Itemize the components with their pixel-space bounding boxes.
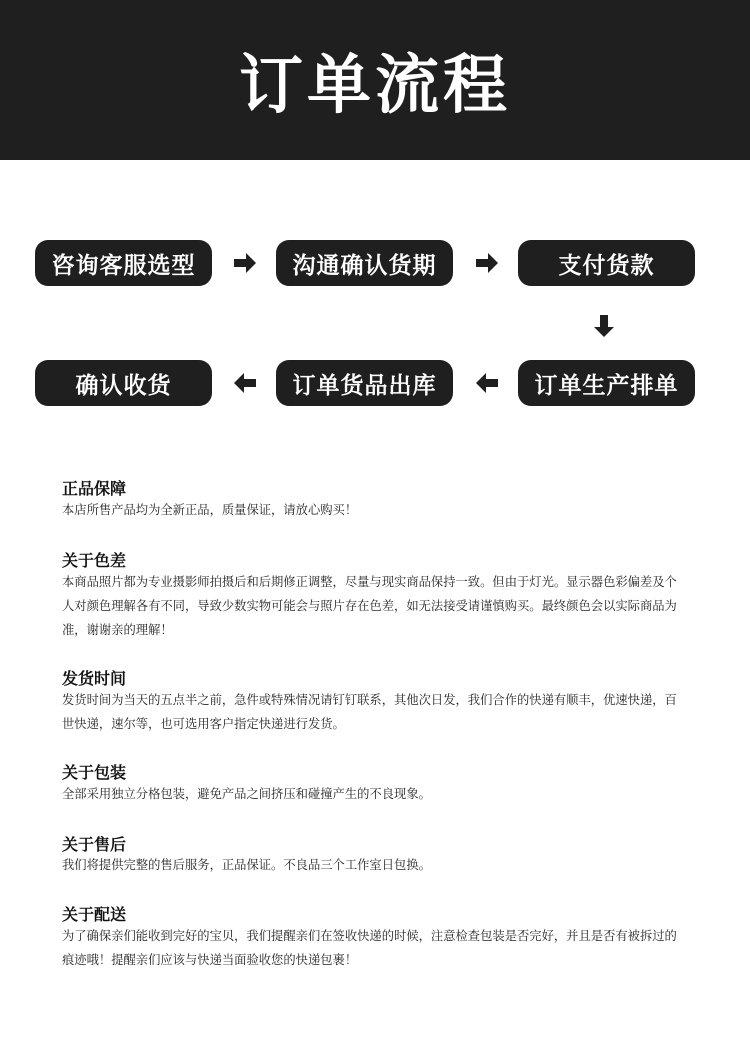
- section-body-after-sales: 我们将提供完整的售后服务，正品保证。不良品三个工作室日包换。: [62, 858, 431, 872]
- arrow-down-icon: [591, 313, 617, 339]
- section-body-packaging: 全部采用独立分格包装，避免产品之间挤压和碰撞产生的不良现象。: [62, 787, 431, 801]
- page-header: [0, 0, 750, 160]
- arrow-right-icon: [232, 250, 258, 276]
- section-title-color: 关于色差: [62, 551, 127, 570]
- flow-step-confirm-delivery: 沟通确认货期: [276, 240, 453, 286]
- section-title-packaging: 关于包装: [62, 763, 127, 782]
- arrow-right-icon: [474, 250, 500, 276]
- section-title-shipping-time: 发货时间: [62, 669, 127, 688]
- arrow-left-icon: [474, 370, 500, 396]
- arrow-left-icon: [232, 370, 258, 396]
- page-title: 订单流程: [239, 49, 511, 123]
- flow-step-receive: 确认收货: [35, 360, 212, 406]
- section-body-authentic: 本店所售产品均为全新正品，质量保证，请放心购买！: [62, 503, 358, 517]
- section-body-delivery: 为了确保亲们能收到完好的宝贝，我们提醒亲们在签收快递的时候，注意检查包装是否完好，并且是否有被拆过的痕迹哦！提醒亲们应该与快递当面验收您的快递包裹！: [62, 929, 677, 967]
- section-title-authentic: 正品保障: [62, 479, 127, 498]
- flow-step-consult: 咨询客服选型: [35, 240, 212, 286]
- flow-step-payment: 支付货款: [518, 240, 695, 286]
- section-title-delivery: 关于配送: [62, 905, 127, 924]
- section-body-color: 本商品照片都为专业摄影师拍摄后和后期修正调整，尽量与现实商品保持一致。但由于灯光。显示器色彩偏差及个人对颜色理解各有不同，导致少数实物可能会与照片存在色差，如无法接受请谨慎购买。最终颜色会以实际商品为准，谢谢亲的理解！: [62, 575, 677, 637]
- flow-step-outbound: 订单货品出库: [276, 360, 453, 406]
- section-title-after-sales: 关于售后: [62, 835, 127, 854]
- flow-step-production: 订单生产排单: [518, 360, 695, 406]
- section-body-shipping-time: 发货时间为当天的五点半之前，急件或特殊情况请钉钉联系，其他次日发，我们合作的快递有顺丰，优速快递，百世快递，速尔等，也可选用客户指定快递进行发货。: [62, 693, 677, 731]
